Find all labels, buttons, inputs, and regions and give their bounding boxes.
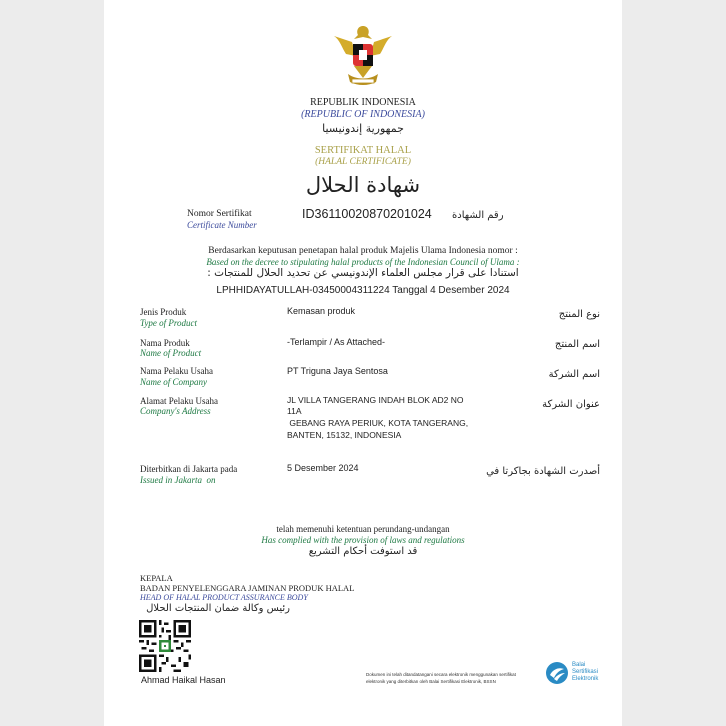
field-label-product-name-en: Name of Product: [140, 348, 202, 358]
certificate-title-ar: شهادة الحلال: [305, 173, 421, 197]
footer-note-line2: elektronik yang diterbitkan oleh Balai Sertifikasi Elektronik, BSSN: [366, 679, 496, 684]
signatory-title: KEPALA: [140, 573, 173, 583]
issued-label: Diterbitkan di Jakarta pada: [140, 464, 238, 474]
country-name: REPUBLIK INDONESIA: [310, 97, 416, 108]
signatory-agency-en: HEAD OF HALAL PRODUCT ASSURANCE BODY: [140, 593, 308, 602]
issued-date: 5 Desember 2024: [287, 463, 359, 473]
field-value-product-name: -Terlampir / As Attached-: [287, 337, 386, 347]
signatory-name: Ahmad Haikal Hasan: [141, 675, 226, 685]
field-label-company-address-ar: عنوان الشركة: [542, 399, 600, 410]
bsre-logo-icon: [545, 661, 569, 685]
country-name-ar: جمهورية إندونيسيا: [322, 122, 404, 135]
field-label-product-type-ar: نوع المنتج: [558, 309, 600, 320]
field-label-product-name-ar: اسم المنتج: [554, 339, 600, 350]
compliance-text-ar: قد استوفت أحكام التشريع: [308, 546, 418, 557]
bsre-name-line1: Balai: [572, 662, 586, 668]
certificate-title-en: (HALAL CERTIFICATE): [315, 157, 411, 167]
issued-label-en: Issued in Jakarta on: [140, 475, 216, 485]
bsre-name-line3: Elektronik: [572, 676, 599, 682]
garuda-emblem-icon: [332, 22, 394, 88]
field-value-company-address-line2: 11A: [287, 406, 302, 416]
certificate-number-label-ar: رقم الشهادة: [452, 210, 504, 221]
footer-note-line1: Dokumen ini telah ditandatangani secara elektronik menggunakan sertifikat: [366, 672, 516, 677]
field-label-company-name: Nama Pelaku Usaha: [140, 366, 213, 376]
field-label-product-type: Jenis Produk: [140, 307, 187, 317]
country-name-en: (REPUBLIC OF INDONESIA): [301, 109, 425, 120]
field-value-product-type: Kemasan produk: [287, 306, 356, 316]
bsre-name-line2: Sertifikasi: [572, 669, 599, 675]
field-label-company-name-en: Name of Company: [140, 377, 207, 387]
basis-text: Berdasarkan keputusan penetapan halal produk Majelis Ulama Indonesia nomor :: [208, 246, 518, 256]
signatory-agency-ar: رئيس وكالة ضمان المنتجات الحلال: [146, 603, 290, 614]
issued-label-ar: أصدرت الشهادة بجاكرتا في: [486, 466, 600, 477]
basis-text-en: Based on the decree to stipulating halal products of the Indonesian Council of Ulama :: [206, 257, 520, 267]
certificate-number-label-en: Certificate Number: [187, 220, 257, 230]
signatory-agency: BADAN PENYELENGGARA JAMINAN PRODUK HALAL: [140, 583, 355, 593]
certificate-number-label: Nomor Sertifikat: [187, 209, 252, 219]
field-label-company-address-en: Company's Address: [140, 406, 211, 416]
basis-text-ar: استنادا على قرار مجلس العلماء الإندونيسي عن تحديد الحلال للمنتجات :: [207, 267, 519, 279]
qr-code-icon: [139, 620, 191, 672]
field-value-company-address-line1: JL VILLA TANGERANG INDAH BLOK AD2 NO: [287, 395, 464, 405]
field-value-company-name: PT Triguna Jaya Sentosa: [287, 366, 388, 376]
decree-number: LPHHIDAYATULLAH-03450004311224 Tanggal 4 Desember 2024: [216, 285, 510, 296]
field-label-product-type-en: Type of Product: [140, 318, 197, 328]
field-value-company-address-line4: BANTEN, 15132, INDONESIA: [287, 430, 402, 440]
compliance-text: telah memenuhi ketentuan perundang-undangan: [276, 524, 450, 534]
compliance-text-en: Has complied with the provision of laws and regulations: [261, 535, 465, 545]
field-label-company-name-ar: اسم الشركة: [548, 369, 600, 380]
certificate-number: ID36110020870201024: [302, 207, 432, 221]
field-label-company-address: Alamat Pelaku Usaha: [140, 396, 218, 406]
field-label-product-name: Nama Produk: [140, 338, 190, 348]
field-value-company-address-line3: GEBANG RAYA PERIUK, KOTA TANGERANG,: [287, 418, 469, 428]
certificate-title: SERTIFIKAT HALAL: [314, 145, 412, 156]
